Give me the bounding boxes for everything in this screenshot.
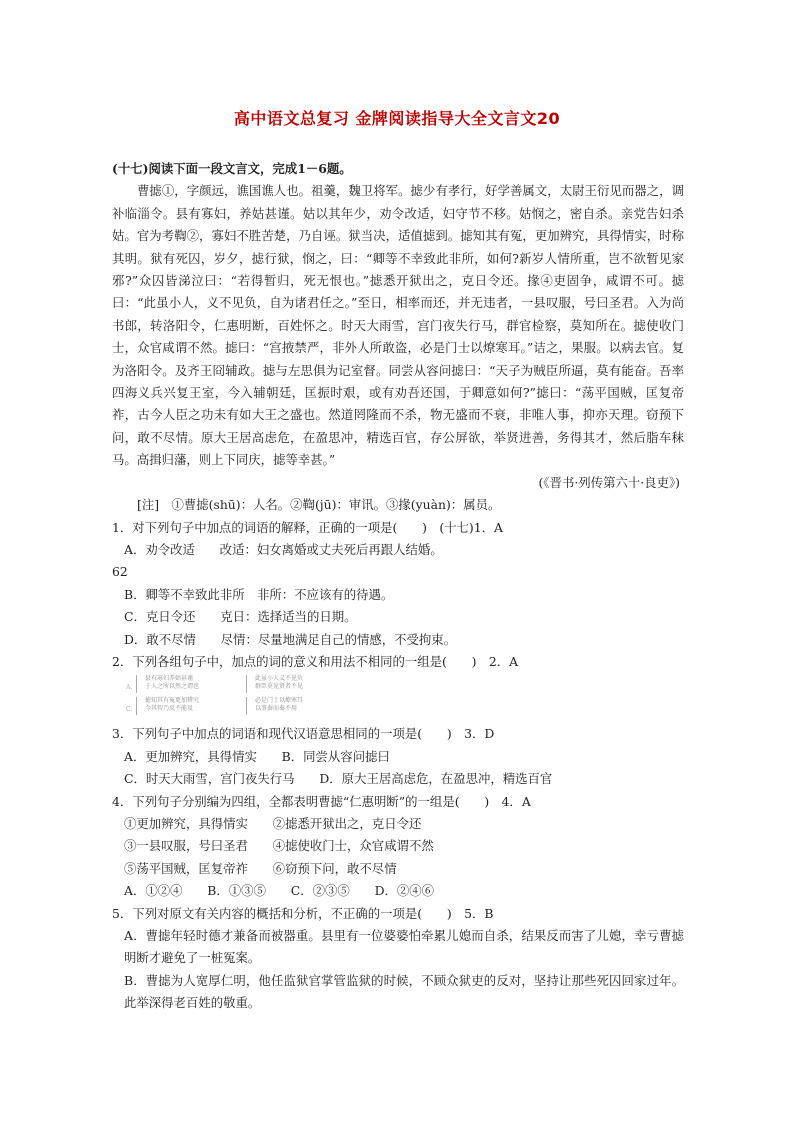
document-title: 高中语文总复习 金牌阅读指导大全文言文20 — [233, 109, 561, 128]
image-option-c — [136, 697, 199, 715]
image-option-a-line1: 县有寡妇养姑甚谨 — [145, 675, 194, 683]
image-option-d — [246, 697, 303, 715]
image-option-a-line2: 于人之所以然之谓也 — [145, 683, 200, 691]
question-1-option-b: B．卿等不幸致此非所 非所：不应该有的待遇。 — [124, 586, 394, 602]
question-1-option-c: C．克日令还 克日：选择适当的日期。 — [124, 609, 357, 625]
question-3-stem: 3．下列句子中加点的词语和现代汉语意思相同的一项是( ) 3．D — [112, 726, 495, 742]
question-3-options-ab: A．更加辨究，具得情实 B．同尝从容问摅曰 — [124, 748, 390, 764]
annotation-note: [注] ①曹摅(shū)：人名。②鞫(jū)：审讯。③掾(yuàn)：属员。 — [137, 497, 501, 513]
question-5-stem: 5．下列对原文有关内容的概括和分析，不正确的一项是( ) 5．B — [112, 905, 494, 921]
passage-text: 曹摅①，字颜远，谯国谯人也。祖羹，魏卫将军。摅少有孝行，好学善属文，太尉王衍见而器之，调补临淄令。县有寡妇，养姑甚谨。姑以其年少，劝令改适，妇守节不移。姑悯之，密自杀。亲党告妇杀姑。官为考鞫②，寡妇不胜苦楚，乃自诬。狱当决，适值摅到。摅知其有冤，更加辨究，具得情实，时称其明。狱有死囚，岁夕，摅行狱，悯之，曰：“卿等不幸致此非所，如何?新岁人情所重，岂不欲暂见家邪?”众囚皆涕泣曰：“若得暂归，死无恨也。”摅悉开狱出之，克日令还。掾④吏固争，咸谓不可。摅曰：“此虽小人，义不见负，自为诸君任之。”至日，相率而还，并无违者，一县叹服，号曰圣君。入为尚书郎，转洛阳令，仁惠明断，百姓怀之。时天大雨雪，宫门夜失行马，群官检察，莫知所在。摅使收门士，众官咸谓不然。摅曰：“宫掖禁严，非外人所敢盗，必是门士以燎寒耳。”诘之，果服。以病去官。复为洛阳令。及齐王冏辅政。摅与左思俱为记室督。同尝从容问摅曰：“天子为贼臣所逼，莫有能奋。吾率四海义兵兴复王室，今入辅朝廷，匡振时艰，或有劝吾还国，于卿意如何?”摅曰：“荡平国贼，匡复帝祚，古今人臣之功未有如大王之盛也。然道罔隆而不杀，物无盛而不衰，非唯人事，抑亦天理。窃预下问，敢不尽情。原大王居高虑危，在盈思冲，精选百官，存公屏欲，举贤进善，务得其才，然后脂车秣马。高揖归藩，则上下同庆，摅等幸甚。” — [112, 183, 684, 468]
section-heading: (十七)阅读下面一段文言文，完成1－6题。 — [112, 161, 352, 176]
question-2-stem: 2．下列各组句子中，加点的词的意义和用法不相同的一组是( ) 2．A — [112, 653, 519, 669]
question-4-line-1: ①更加辨究，具得情实 ②摅悉开狱出之，克日令还 — [124, 815, 422, 831]
question-4-line-3: ⑤荡平国贼，匡复帝祚 ⑥窃预下问，敢不尽情 — [124, 860, 397, 876]
image-option-d-line1: 必是门士以燎寒耳 — [255, 697, 304, 705]
question-4-stem: 4．下列句子分别编为四组，全都表明曹摅“仁惠明断”的一组是( ) 4．A — [112, 793, 531, 809]
question-3-options-cd: C．时天大雨雪，宫门夜失行马 D．原大王居高虑危，在盈思冲，精选百官 — [124, 771, 553, 787]
image-option-b-line1: 此虽小人义不见负 — [255, 675, 304, 683]
page-number: 62 — [112, 564, 128, 580]
image-option-a — [136, 675, 199, 693]
image-option-c-line1: 摅知其有冤更加辨究 — [145, 697, 200, 705]
question-2-options-image — [126, 675, 684, 719]
image-label-a: A. — [126, 684, 133, 692]
question-1-stem: 1．对下列句子中加点的词语的解释，正确的一项是( ) (十七)1．A — [112, 519, 503, 535]
question-1-option-d: D．敢不尽情 尽情：尽量地满足自己的情感，不受拘束。 — [124, 631, 457, 647]
question-4-line-2: ③一县叹服，号曰圣君 ④摅使收门士，众官咸谓不然 — [124, 838, 434, 854]
image-option-b-line2: 群臣莫见贤者不见 — [255, 683, 304, 691]
question-1-option-a: A．劝令改适 改适：妇女离婚或丈夫死后再跟人结婚。 — [124, 541, 443, 557]
image-label-c: C. — [126, 706, 133, 714]
image-option-d-line2: 以事秦而秦不用 — [255, 705, 298, 713]
image-option-b — [246, 675, 303, 693]
question-4-options: A．①②④ B．①③⑤ C．②③⑤ D．②④⑥ — [124, 883, 435, 899]
source-citation: (《晋书·列传第六十·良吏》) — [538, 474, 680, 490]
question-5-option-b: B．曹摅为人宽厚仁明，他任监狱官掌管监狱的时候，不顾众狱吏的反对，坚持让那些死囚回家过年。此举深得老百姓的敬重。 — [124, 972, 684, 1011]
document-body — [112, 158, 684, 1015]
question-5-option-a: A．曹摅年轻时德才兼备而被器重。县里有一位婆婆怕牵累儿媳而自杀，结果反而害了儿媳，幸亏曹摅明断才避免了一桩冤案。 — [124, 928, 684, 966]
image-option-c-line2: 今其智乃反不能及 — [145, 705, 194, 713]
